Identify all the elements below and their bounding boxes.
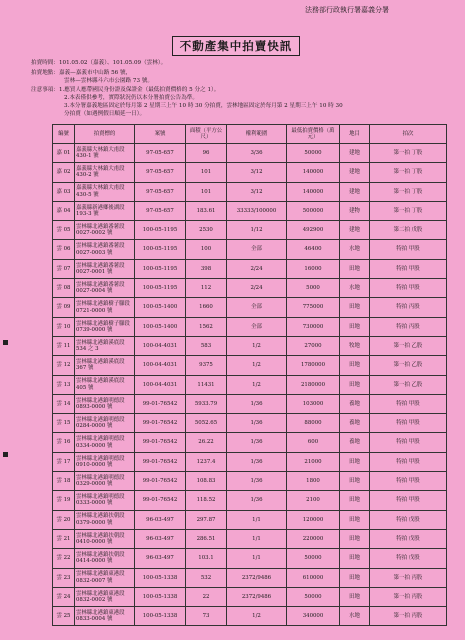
- table-cell: 1800: [287, 472, 340, 491]
- table-cell: 特拍 甲股: [370, 491, 447, 510]
- table-cell: 雲 16: [53, 433, 75, 452]
- table-cell: 雲林縣北港鎮扶朝段 0414-0000 號: [75, 549, 135, 568]
- table-row: [53, 201, 447, 220]
- table-cell: 26.22: [186, 433, 227, 452]
- col-header: 拍賣標的: [75, 125, 135, 144]
- note-1: 注意事項：1.應買人應帶國民身份證及保證金（最低拍賣價格的 5 分之 1）。: [31, 87, 220, 93]
- table-cell: 第一拍 丙股: [370, 587, 447, 606]
- table-cell: 嘉 04: [53, 201, 75, 220]
- table-cell: 田地: [340, 356, 370, 375]
- table-cell: 雲 24: [53, 587, 75, 606]
- table-cell: 雲 12: [53, 356, 75, 375]
- table-cell: 第二拍 戊股: [370, 221, 447, 240]
- table-cell: 第一拍 乙股: [370, 375, 447, 394]
- table-cell: 100-05-1338: [135, 587, 186, 606]
- table-cell: 103000: [287, 394, 340, 413]
- table-cell: 田地: [340, 587, 370, 606]
- table-cell: 1562: [186, 317, 227, 336]
- table-cell: 2372/9486: [227, 587, 287, 606]
- table-row: [53, 529, 447, 548]
- table-cell: 特拍 甲股: [370, 279, 447, 298]
- table-cell: 雲林縣北港鎮東港段 0832-0002 號: [75, 587, 135, 606]
- table-cell: 96: [186, 144, 227, 163]
- table-cell: 雲 17: [53, 452, 75, 471]
- table-cell: 97-05-657: [135, 182, 186, 201]
- table-cell: 1/1: [227, 510, 287, 529]
- table-cell: 雲 10: [53, 317, 75, 336]
- table-row: [53, 144, 447, 163]
- table-row: [53, 279, 447, 298]
- table-cell: 140000: [287, 163, 340, 182]
- table-cell: 雲 08: [53, 279, 75, 298]
- table-cell: 養地: [340, 394, 370, 413]
- table-cell: 雲林縣北港鎮明德段 0910-0000 號: [75, 452, 135, 471]
- table-cell: 雲 14: [53, 394, 75, 413]
- table-cell: 1/36: [227, 491, 287, 510]
- table-cell: 97-05-657: [135, 144, 186, 163]
- col-header: 地目: [340, 125, 370, 144]
- table-cell: 牧地: [340, 336, 370, 355]
- table-cell: 特拍 丙股: [370, 317, 447, 336]
- table-row: [53, 336, 447, 355]
- page-title: 不動產集中拍賣快訊: [172, 36, 300, 56]
- table-cell: 水地: [340, 279, 370, 298]
- table-cell: 建物: [340, 201, 370, 220]
- table-cell: 特拍 甲股: [370, 259, 447, 278]
- table-cell: 雲 20: [53, 510, 75, 529]
- table-cell: 340000: [287, 607, 340, 626]
- table-cell: 雲林縣北港鎮番薯段 0027-0003 號: [75, 240, 135, 259]
- table-cell: 養地: [340, 433, 370, 452]
- table-cell: 1/12: [227, 221, 287, 240]
- table-cell: 2100: [287, 491, 340, 510]
- table-cell: 398: [186, 259, 227, 278]
- table-cell: 3/12: [227, 182, 287, 201]
- table-cell: 2372/9486: [227, 568, 287, 587]
- table-cell: 100-04-4031: [135, 356, 186, 375]
- table-cell: 雲林縣北港鎮扶朝段 0379-0000 號: [75, 510, 135, 529]
- table-cell: 雲林縣北港鎮東港段 0833-0004 號: [75, 607, 135, 626]
- table-cell: 嘉義縣新港鄉後湖段 193-3 號: [75, 201, 135, 220]
- table-row: [53, 298, 447, 317]
- table-cell: 第一拍 乙股: [370, 336, 447, 355]
- table-cell: 97-05-657: [135, 163, 186, 182]
- table-row: [53, 433, 447, 452]
- table-cell: 水地: [340, 607, 370, 626]
- table-row: [53, 163, 447, 182]
- table-cell: 16000: [287, 259, 340, 278]
- table-row: [53, 491, 447, 510]
- table-row: [53, 510, 447, 529]
- table-cell: 1660: [186, 298, 227, 317]
- table-cell: 775000: [287, 298, 340, 317]
- auction-table: [52, 124, 447, 626]
- auction-location-2: 雲林—雲林縣斗六市公園路 73 號。: [64, 78, 153, 84]
- table-cell: 雲林縣北港鎮明德段 0333-0000 號: [75, 491, 135, 510]
- table-cell: 雲林縣北港鎮東港段 0832-0007 號: [75, 568, 135, 587]
- table-row: [53, 568, 447, 587]
- agency-name: 法務部行政執行署嘉義分署: [305, 6, 389, 14]
- table-cell: 2530: [186, 221, 227, 240]
- table-cell: 全部: [227, 317, 287, 336]
- table-cell: 1/36: [227, 394, 287, 413]
- col-header: 編號: [53, 125, 75, 144]
- table-cell: 雲 25: [53, 607, 75, 626]
- table-cell: 11431: [186, 375, 227, 394]
- table-cell: 97-05-657: [135, 201, 186, 220]
- table-cell: 1780000: [287, 356, 340, 375]
- table-cell: 第一拍 乙股: [370, 356, 447, 375]
- table-cell: 583: [186, 336, 227, 355]
- table-cell: 2180000: [287, 375, 340, 394]
- table-row: [53, 472, 447, 491]
- table-cell: 1/2: [227, 356, 287, 375]
- table-cell: 田地: [340, 529, 370, 548]
- table-cell: 99-01-76542: [135, 394, 186, 413]
- table-cell: 雲 13: [53, 375, 75, 394]
- table-row: [53, 587, 447, 606]
- table-cell: 100-05-1400: [135, 317, 186, 336]
- table-cell: 雲林縣北港鎮溪底段 534 之 3: [75, 336, 135, 355]
- table-row: [53, 607, 447, 626]
- table-cell: 50000: [287, 549, 340, 568]
- table-cell: 100-05-1195: [135, 221, 186, 240]
- table-body: [53, 144, 447, 626]
- table-cell: 雲 23: [53, 568, 75, 587]
- table-header-row: [53, 125, 447, 144]
- table-cell: 99-01-76542: [135, 491, 186, 510]
- table-cell: 600: [287, 433, 340, 452]
- col-header: 案號: [135, 125, 186, 144]
- table-cell: 雲林縣北港鎮番薯段 0027-0002 號: [75, 221, 135, 240]
- table-cell: 50000: [287, 587, 340, 606]
- table-cell: 183.61: [186, 201, 227, 220]
- table-cell: 田地: [340, 491, 370, 510]
- table-cell: 100-05-1195: [135, 240, 186, 259]
- table-cell: 3/12: [227, 163, 287, 182]
- table-cell: 500000: [287, 201, 340, 220]
- table-cell: 雲林縣北港鎮樹子腳段 0721-0000 號: [75, 298, 135, 317]
- table-cell: 5000: [287, 279, 340, 298]
- table-cell: 220000: [287, 529, 340, 548]
- col-header: 拍次: [370, 125, 447, 144]
- table-cell: 水地: [340, 240, 370, 259]
- table-cell: 養地: [340, 414, 370, 433]
- table-cell: 46400: [287, 240, 340, 259]
- table-cell: 嘉義縣大林鎮大甫段 430-5 號: [75, 182, 135, 201]
- table-cell: 嘉義縣大林鎮大甫段 430-1 號: [75, 144, 135, 163]
- table-cell: 1/1: [227, 529, 287, 548]
- table-cell: 雲 18: [53, 472, 75, 491]
- table-cell: 特拍 甲股: [370, 472, 447, 491]
- table-cell: 田地: [340, 510, 370, 529]
- table-cell: 雲 11: [53, 336, 75, 355]
- table-cell: 建地: [340, 221, 370, 240]
- table-cell: 297.87: [186, 510, 227, 529]
- note-3: 3.本分署嘉義地區固定於每月第 2 星期三上午 10 時 30 分拍賣，雲林地區固定於每月第 2 星期三上午 10 時 30: [64, 103, 343, 109]
- table-cell: 286.51: [186, 529, 227, 548]
- table-cell: 特拍 甲股: [370, 394, 447, 413]
- table-cell: 雲林縣北港鎮溪底段 405 號: [75, 375, 135, 394]
- table-cell: 99-01-76542: [135, 452, 186, 471]
- table-row: [53, 375, 447, 394]
- scan-mark: [3, 340, 8, 345]
- table-cell: 田地: [340, 472, 370, 491]
- table-cell: 特拍 甲股: [370, 240, 447, 259]
- table-cell: 3/36: [227, 144, 287, 163]
- table-cell: 雲林縣北港鎮明德段 0893-0000 號: [75, 394, 135, 413]
- col-header: 面積（平方公尺）: [186, 125, 227, 144]
- table-cell: 101: [186, 182, 227, 201]
- table-cell: 22: [186, 587, 227, 606]
- table-cell: 第一拍 丙股: [370, 607, 447, 626]
- table-cell: 雲 22: [53, 549, 75, 568]
- table-cell: 田地: [340, 298, 370, 317]
- table-cell: 雲林縣北港鎮明德段 0334-0000 號: [75, 433, 135, 452]
- table-cell: 1/2: [227, 607, 287, 626]
- table-cell: 雲 15: [53, 414, 75, 433]
- table-cell: 100: [186, 240, 227, 259]
- table-cell: 610000: [287, 568, 340, 587]
- table-cell: 雲林縣北港鎮溪底段 367 號: [75, 356, 135, 375]
- table-cell: 1237.4: [186, 452, 227, 471]
- table-cell: 田地: [340, 452, 370, 471]
- table-cell: 33333/100000: [227, 201, 287, 220]
- table-cell: 田地: [340, 317, 370, 336]
- table-cell: 雲 06: [53, 240, 75, 259]
- table-cell: 雲林縣北港鎮番薯段 0027-0001 號: [75, 259, 135, 278]
- table-cell: 103.1: [186, 549, 227, 568]
- table-cell: 建地: [340, 163, 370, 182]
- table-cell: 雲 05: [53, 221, 75, 240]
- table-cell: 田地: [340, 549, 370, 568]
- table-cell: 1/36: [227, 414, 287, 433]
- table-cell: 100-05-1400: [135, 298, 186, 317]
- table-cell: 雲 19: [53, 491, 75, 510]
- note-4: 分拍賣（如遇例假日順延一日）。: [64, 111, 146, 117]
- table-cell: 88000: [287, 414, 340, 433]
- table-cell: 第一拍 丁股: [370, 163, 447, 182]
- table-cell: 嘉 03: [53, 182, 75, 201]
- table-cell: 140000: [287, 182, 340, 201]
- table-cell: 5052.65: [186, 414, 227, 433]
- table-cell: 100-04-4031: [135, 375, 186, 394]
- table-cell: 532: [186, 568, 227, 587]
- table-cell: 1/2: [227, 375, 287, 394]
- table-cell: 第一拍 丙股: [370, 568, 447, 587]
- table-cell: 73: [186, 607, 227, 626]
- table-cell: 雲林縣北港鎮明德段 0284-0000 號: [75, 414, 135, 433]
- table-cell: 100-05-1338: [135, 607, 186, 626]
- table-cell: 嘉義縣大林鎮大甫段 430-2 號: [75, 163, 135, 182]
- table-cell: 492900: [287, 221, 340, 240]
- table-cell: 特拍 甲股: [370, 414, 447, 433]
- table-row: [53, 356, 447, 375]
- table-cell: 雲 09: [53, 298, 75, 317]
- table-cell: 特拍 甲股: [370, 452, 447, 471]
- table-row: [53, 317, 447, 336]
- table-cell: 建地: [340, 182, 370, 201]
- table-cell: 全部: [227, 240, 287, 259]
- table-cell: 730000: [287, 317, 340, 336]
- table-cell: 96-03-497: [135, 529, 186, 548]
- table-cell: 1/1: [227, 549, 287, 568]
- table-cell: 特拍 戊股: [370, 510, 447, 529]
- table-cell: 5933.79: [186, 394, 227, 413]
- table-row: [53, 240, 447, 259]
- table-cell: 全部: [227, 298, 287, 317]
- table-cell: 田地: [340, 568, 370, 587]
- table-row: [53, 549, 447, 568]
- table-cell: 特拍 甲股: [370, 433, 447, 452]
- table-cell: 田地: [340, 375, 370, 394]
- col-header: 最低拍賣價格（萬元）: [287, 125, 340, 144]
- scan-mark: [3, 452, 8, 457]
- table-row: [53, 182, 447, 201]
- table-row: [53, 394, 447, 413]
- table-cell: 96-03-497: [135, 510, 186, 529]
- table-row: [53, 221, 447, 240]
- table-cell: 96-03-497: [135, 549, 186, 568]
- table-cell: 雲林縣北港鎮番薯段 0027-0004 號: [75, 279, 135, 298]
- table-cell: 50000: [287, 144, 340, 163]
- table-cell: 1/36: [227, 472, 287, 491]
- table-cell: 雲 07: [53, 259, 75, 278]
- table-cell: 嘉 01: [53, 144, 75, 163]
- table-cell: 27000: [287, 336, 340, 355]
- table-cell: 雲林縣北港鎮明德段 0329-0000 號: [75, 472, 135, 491]
- table-cell: 特拍 戊股: [370, 549, 447, 568]
- table-cell: 100-05-1195: [135, 279, 186, 298]
- table-cell: 1/36: [227, 433, 287, 452]
- table-cell: 108.83: [186, 472, 227, 491]
- note-2: 2.本表僅供參考，實際狀況仍以本分署拍賣公告為準。: [64, 95, 198, 101]
- table-cell: 1/36: [227, 452, 287, 471]
- col-header: 權利範圍: [227, 125, 287, 144]
- table-cell: 建地: [340, 144, 370, 163]
- table-cell: 120000: [287, 510, 340, 529]
- table-cell: 雲 21: [53, 529, 75, 548]
- auction-location: 拍賣地點：嘉義—嘉義市中山路 56 號，: [31, 70, 132, 76]
- table-cell: 雲林縣北港鎮樹子腳段 0739-0000 號: [75, 317, 135, 336]
- table-cell: 第一拍 丁股: [370, 201, 447, 220]
- table-cell: 21000: [287, 452, 340, 471]
- table-cell: 9375: [186, 356, 227, 375]
- table-row: [53, 452, 447, 471]
- table-cell: 特拍 丙股: [370, 298, 447, 317]
- table-cell: 99-01-76542: [135, 433, 186, 452]
- table-cell: 1/2: [227, 336, 287, 355]
- table-cell: 99-01-76542: [135, 472, 186, 491]
- table-cell: 雲林縣北港鎮扶朝段 0410-0000 號: [75, 529, 135, 548]
- table-cell: 99-01-76542: [135, 414, 186, 433]
- table-cell: 112: [186, 279, 227, 298]
- auction-date: 拍賣時間：101.05.02（嘉義）、101.05.09（雲林）。: [31, 60, 167, 66]
- table-cell: 100-04-4031: [135, 336, 186, 355]
- table-row: [53, 259, 447, 278]
- table-cell: 100-05-1338: [135, 568, 186, 587]
- table-cell: 101: [186, 163, 227, 182]
- table-cell: 田地: [340, 259, 370, 278]
- table-cell: 特拍 戊股: [370, 529, 447, 548]
- table-row: [53, 414, 447, 433]
- table-cell: 2/24: [227, 279, 287, 298]
- table-cell: 118.52: [186, 491, 227, 510]
- table-cell: 嘉 02: [53, 163, 75, 182]
- table-cell: 第一拍 丁股: [370, 144, 447, 163]
- table-cell: 100-05-1195: [135, 259, 186, 278]
- table-cell: 第一拍 丁股: [370, 182, 447, 201]
- table-cell: 2/24: [227, 259, 287, 278]
